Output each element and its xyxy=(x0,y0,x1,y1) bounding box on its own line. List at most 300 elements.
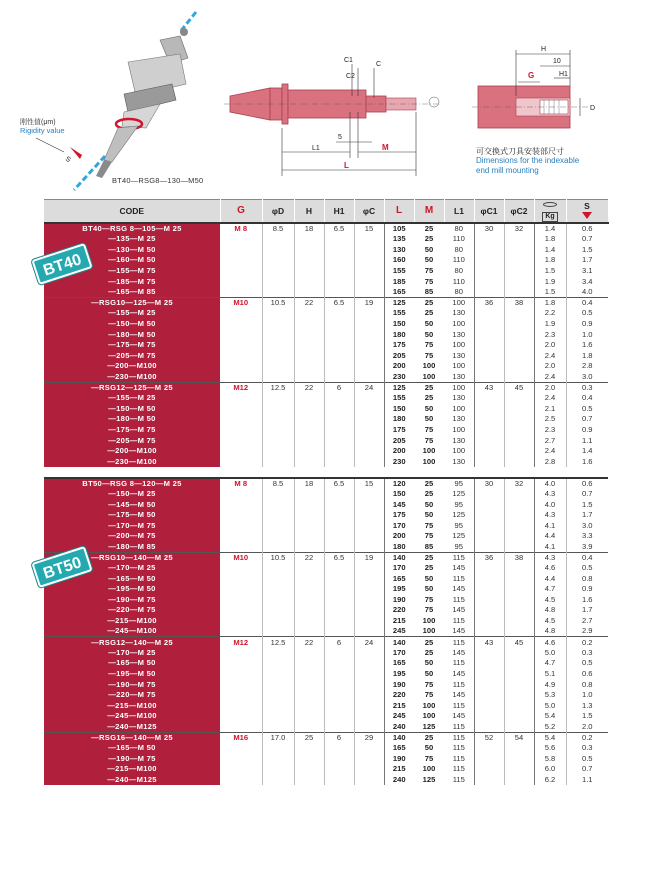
c-cell xyxy=(354,679,384,690)
dim-C2: C2 xyxy=(346,73,355,80)
l-cell: 165 xyxy=(384,287,414,298)
d-cell xyxy=(262,361,294,372)
c2-cell xyxy=(504,531,534,542)
c1-cell xyxy=(474,446,504,457)
h1-cell xyxy=(324,616,354,627)
h1-cell xyxy=(324,701,354,712)
c2-cell xyxy=(504,743,534,754)
d-cell xyxy=(262,563,294,574)
table-row xyxy=(44,626,608,637)
table-row xyxy=(44,329,608,340)
code-cell: —155—M 25 xyxy=(44,393,220,404)
table-row xyxy=(44,287,608,298)
kg-cell: 2.0 xyxy=(534,382,566,393)
h1-cell xyxy=(324,510,354,521)
d-cell xyxy=(262,372,294,383)
h-cell xyxy=(294,255,324,266)
s-cell: 0.4 xyxy=(566,393,608,404)
table-row xyxy=(44,743,608,754)
table-row xyxy=(44,223,608,234)
s-cell: 1.1 xyxy=(566,775,608,786)
c1-cell xyxy=(474,743,504,754)
d-cell: 17.0 xyxy=(262,732,294,743)
m-cell: 75 xyxy=(424,435,434,445)
kg-cell: 5.6 xyxy=(534,743,566,754)
l-cell: 150 xyxy=(384,319,414,330)
h-cell xyxy=(294,648,324,659)
h-cell xyxy=(294,276,324,287)
h-cell xyxy=(294,319,324,330)
c1-cell xyxy=(474,616,504,627)
l1-cell: 80 xyxy=(454,287,463,297)
dim-M: M xyxy=(382,143,389,152)
table-row xyxy=(44,584,608,595)
s-cell: 0.4 xyxy=(566,552,608,563)
l-cell: 120 xyxy=(384,478,414,489)
l1-cell: 100 xyxy=(452,424,466,434)
s-cell: 3.0 xyxy=(566,520,608,531)
table-row xyxy=(44,478,608,489)
s-cell: 0.5 xyxy=(566,308,608,319)
kg-cell: 4.8 xyxy=(534,626,566,637)
table-row xyxy=(44,690,608,701)
dimension-drawing-mount xyxy=(472,46,595,128)
g-cell xyxy=(220,754,262,765)
h-cell xyxy=(294,372,324,383)
l-cell: 230 xyxy=(384,456,414,467)
g-cell: M10 xyxy=(220,298,262,309)
s-cell: 1.1 xyxy=(566,435,608,446)
c-cell xyxy=(354,435,384,446)
d-cell xyxy=(262,722,294,733)
d-cell xyxy=(262,234,294,245)
dim-C: C xyxy=(376,61,382,68)
g-cell xyxy=(220,499,262,510)
l1-cell: 100 xyxy=(444,298,474,309)
c1-cell xyxy=(474,393,504,404)
c-cell xyxy=(354,393,384,404)
s-cell: 1.4 xyxy=(566,446,608,457)
m-cell: 85 xyxy=(424,541,434,551)
d-cell: 10.5 xyxy=(262,298,294,309)
l-cell: 145 xyxy=(384,499,414,510)
d-cell xyxy=(262,595,294,606)
kg-cell: 4.4 xyxy=(534,573,566,584)
h-cell xyxy=(294,414,324,425)
header-h: H xyxy=(294,200,324,224)
kg-cell: 2.1 xyxy=(534,404,566,415)
m-cell: 25 xyxy=(414,223,444,234)
l-cell: 215 xyxy=(384,616,414,627)
h1-cell xyxy=(324,764,354,775)
l1-cell: 130 xyxy=(452,371,466,381)
h1-cell xyxy=(324,690,354,701)
table-row xyxy=(44,266,608,277)
table-row xyxy=(44,340,608,351)
c1-cell xyxy=(474,605,504,616)
l1-cell: 80 xyxy=(454,266,463,276)
g-cell xyxy=(220,573,262,584)
c1-cell xyxy=(474,775,504,786)
table-row xyxy=(44,510,608,521)
c-cell: 15 xyxy=(354,223,384,234)
g-cell xyxy=(220,531,262,542)
table-row xyxy=(44,563,608,574)
table-row xyxy=(44,425,608,436)
table-header-row xyxy=(44,200,608,224)
m-cell: 100 xyxy=(422,456,436,466)
d-cell xyxy=(262,754,294,765)
c1-cell xyxy=(474,648,504,659)
c1-cell xyxy=(474,414,504,425)
code-cell: —150—M 50 xyxy=(44,319,220,330)
c2-cell xyxy=(504,499,534,510)
l-cell: 140 xyxy=(384,637,414,648)
kg-cell: 6.2 xyxy=(534,775,566,786)
c-cell xyxy=(354,658,384,669)
g-cell xyxy=(220,648,262,659)
l1-cell: 115 xyxy=(452,743,465,753)
l-cell: 105 xyxy=(384,223,414,234)
c-cell xyxy=(354,351,384,362)
l-cell: 200 xyxy=(384,446,414,457)
g-cell xyxy=(220,595,262,606)
kg-cell: 4.5 xyxy=(534,616,566,627)
c2-cell xyxy=(504,775,534,786)
s-cell: 0.9 xyxy=(566,425,608,436)
kg-cell: 4.0 xyxy=(534,499,566,510)
kg-cell: 1.5 xyxy=(534,266,566,277)
h1-cell xyxy=(324,361,354,372)
g-cell xyxy=(220,308,262,319)
g-cell xyxy=(220,245,262,256)
d-cell xyxy=(262,351,294,362)
h-cell xyxy=(294,669,324,680)
d-cell: 8.5 xyxy=(262,478,294,489)
l-cell: 185 xyxy=(384,276,414,287)
s-cell: 0.3 xyxy=(566,382,608,393)
kg-cell: 2.4 xyxy=(534,351,566,362)
h1-cell xyxy=(324,245,354,256)
table-row xyxy=(44,722,608,733)
c-cell xyxy=(354,711,384,722)
m-cell: 100 xyxy=(422,711,436,721)
code-cell: —145—M 50 xyxy=(44,499,220,510)
g-cell xyxy=(220,456,262,467)
code-cell: —RSG10—125—M 25 xyxy=(44,298,220,309)
c2-cell: 45 xyxy=(504,637,534,648)
g-cell xyxy=(220,743,262,754)
m-cell: 25 xyxy=(424,488,434,498)
d-cell xyxy=(262,711,294,722)
table-row xyxy=(44,245,608,256)
h1-cell xyxy=(324,584,354,595)
h-cell xyxy=(294,287,324,298)
l1-cell: 100 xyxy=(444,382,474,393)
c1-cell xyxy=(474,276,504,287)
c-cell xyxy=(354,573,384,584)
m-cell: 75 xyxy=(424,424,434,434)
m-cell: 125 xyxy=(422,774,436,784)
h1-cell xyxy=(324,234,354,245)
code-cell: —215—M100 xyxy=(44,616,220,627)
s-cell: 1.6 xyxy=(566,456,608,467)
c-cell xyxy=(354,446,384,457)
h1-cell xyxy=(324,266,354,277)
rigidity-label-cn: 刚性值(μm) xyxy=(20,119,56,126)
table-row xyxy=(44,616,608,627)
c1-cell xyxy=(474,308,504,319)
s-cell: 3.3 xyxy=(566,531,608,542)
l-cell: 215 xyxy=(384,701,414,712)
c2-cell xyxy=(504,308,534,319)
s-cell: 1.0 xyxy=(566,329,608,340)
l-cell: 175 xyxy=(384,340,414,351)
c-cell xyxy=(354,595,384,606)
table-row xyxy=(44,775,608,786)
kg-cell: 4.7 xyxy=(534,658,566,669)
c-cell xyxy=(354,690,384,701)
g-cell xyxy=(220,658,262,669)
kg-cell: 4.3 xyxy=(534,489,566,500)
s-cell: 0.5 xyxy=(566,563,608,574)
g-cell xyxy=(220,435,262,446)
l-cell: 205 xyxy=(384,351,414,362)
c2-cell: 32 xyxy=(504,223,534,234)
d-cell xyxy=(262,701,294,712)
table-body xyxy=(44,223,608,785)
m-cell: 25 xyxy=(414,478,444,489)
l-cell: 205 xyxy=(384,435,414,446)
m-cell: 75 xyxy=(424,605,434,615)
g-cell: M16 xyxy=(220,732,262,743)
code-cell: —170—M 25 xyxy=(44,648,220,659)
m-cell: 75 xyxy=(424,531,434,541)
c-cell: 29 xyxy=(354,732,384,743)
h-cell xyxy=(294,531,324,542)
c2-cell xyxy=(504,414,534,425)
g-cell xyxy=(220,679,262,690)
c-cell xyxy=(354,425,384,436)
code-cell: —200—M100 xyxy=(44,446,220,457)
l1-cell: 95 xyxy=(454,541,463,551)
s-cell: 1.5 xyxy=(566,245,608,256)
code-cell: BT40—RSG 8—105—M 25 xyxy=(44,223,220,234)
d-cell xyxy=(262,446,294,457)
g-cell xyxy=(220,775,262,786)
l1-cell: 145 xyxy=(452,605,466,615)
c2-cell xyxy=(504,595,534,606)
g-cell xyxy=(220,287,262,298)
c-cell: 15 xyxy=(354,478,384,489)
h1-cell xyxy=(324,372,354,383)
dim-H1: H1 xyxy=(559,71,568,78)
h-cell xyxy=(294,404,324,415)
l1-cell: 145 xyxy=(452,626,466,636)
h1-cell xyxy=(324,775,354,786)
kg-cell: 4.6 xyxy=(534,637,566,648)
c-cell: 24 xyxy=(354,637,384,648)
table-row xyxy=(44,404,608,415)
d-cell xyxy=(262,255,294,266)
l1-cell: 80 xyxy=(444,223,474,234)
code-cell: —245—M100 xyxy=(44,711,220,722)
l1-cell: 100 xyxy=(452,446,466,456)
m-cell: 50 xyxy=(424,584,434,594)
h1-cell xyxy=(324,404,354,415)
code-cell: —155—M 25 xyxy=(44,308,220,319)
h-cell xyxy=(294,722,324,733)
m-cell: 75 xyxy=(424,520,434,530)
d-cell xyxy=(262,584,294,595)
h-cell xyxy=(294,361,324,372)
c2-cell xyxy=(504,542,534,553)
header-l1: L1 xyxy=(444,200,474,224)
c2-cell xyxy=(504,255,534,266)
code-cell: —205—M 75 xyxy=(44,351,220,362)
m-cell: 50 xyxy=(424,510,434,520)
c2-cell xyxy=(504,276,534,287)
c-cell: 24 xyxy=(354,382,384,393)
s-cell: 1.6 xyxy=(566,340,608,351)
d-cell xyxy=(262,266,294,277)
l1-cell: 125 xyxy=(452,510,466,520)
c2-cell xyxy=(504,287,534,298)
s-cell: 1.7 xyxy=(566,255,608,266)
c-cell xyxy=(354,234,384,245)
s-cell: 1.6 xyxy=(566,595,608,606)
g-cell: M 8 xyxy=(220,223,262,234)
c2-cell xyxy=(504,361,534,372)
d-cell: 8.5 xyxy=(262,223,294,234)
table-row xyxy=(44,382,608,393)
g-cell xyxy=(220,266,262,277)
m-cell: 75 xyxy=(424,266,434,276)
c1-cell xyxy=(474,563,504,574)
kg-cell: 5.4 xyxy=(534,732,566,743)
code-cell: —205—M 75 xyxy=(44,435,220,446)
code-cell: —185—M 75 xyxy=(44,276,220,287)
code-cell: —175—M 75 xyxy=(44,340,220,351)
c-cell xyxy=(354,616,384,627)
table-row xyxy=(44,499,608,510)
code-cell: —215—M100 xyxy=(44,701,220,712)
c2-cell xyxy=(504,616,534,627)
c-cell xyxy=(354,743,384,754)
h-cell: 22 xyxy=(294,298,324,309)
c1-cell xyxy=(474,234,504,245)
d-cell xyxy=(262,648,294,659)
s-cell: 3.1 xyxy=(566,266,608,277)
h1-cell: 6.5 xyxy=(324,552,354,563)
c1-cell xyxy=(474,245,504,256)
dim-D: D xyxy=(590,105,596,112)
c2-cell xyxy=(504,319,534,330)
m-cell: 75 xyxy=(424,350,434,360)
table-row xyxy=(44,542,608,553)
d-cell xyxy=(262,605,294,616)
table-row xyxy=(44,308,608,319)
g-cell xyxy=(220,701,262,712)
s-cell: 3.9 xyxy=(566,542,608,553)
kg-cell: 4.3 xyxy=(534,552,566,563)
h1-cell xyxy=(324,435,354,446)
h-cell xyxy=(294,520,324,531)
kg-cell: 1.5 xyxy=(534,287,566,298)
g-cell: M10 xyxy=(220,552,262,563)
c2-cell xyxy=(504,584,534,595)
d-cell xyxy=(262,489,294,500)
l-cell: 190 xyxy=(384,754,414,765)
c1-cell xyxy=(474,658,504,669)
d-cell xyxy=(262,658,294,669)
kg-cell: 2.8 xyxy=(534,456,566,467)
code-cell: —165—M 50 xyxy=(44,743,220,754)
table-row xyxy=(44,732,608,743)
c1-cell xyxy=(474,329,504,340)
c-cell xyxy=(354,255,384,266)
d-cell xyxy=(262,276,294,287)
c1-cell xyxy=(474,669,504,680)
c2-cell xyxy=(504,520,534,531)
code-cell: —170—M 75 xyxy=(44,520,220,531)
c-cell xyxy=(354,489,384,500)
c-cell xyxy=(354,775,384,786)
rigidity-label-en: Rigidity value xyxy=(20,126,65,135)
m-cell: 100 xyxy=(422,764,436,774)
l-cell: 165 xyxy=(384,573,414,584)
h1-cell xyxy=(324,308,354,319)
dim-H: H xyxy=(541,46,547,53)
h1-cell xyxy=(324,319,354,330)
h-cell xyxy=(294,446,324,457)
m-cell: 75 xyxy=(424,276,434,286)
c1-cell: 52 xyxy=(474,732,504,743)
spec-table-wrap xyxy=(41,199,608,785)
h1-cell xyxy=(324,456,354,467)
kg-cell: 2.4 xyxy=(534,446,566,457)
l1-cell: 115 xyxy=(452,721,465,731)
code-cell: —180—M 50 xyxy=(44,329,220,340)
c1-cell xyxy=(474,319,504,330)
c2-cell xyxy=(504,340,534,351)
c-cell xyxy=(354,329,384,340)
c1-cell xyxy=(474,510,504,521)
c1-cell xyxy=(474,679,504,690)
l-cell: 240 xyxy=(384,775,414,786)
l-cell: 200 xyxy=(384,361,414,372)
kg-cell: 5.3 xyxy=(534,690,566,701)
table-row xyxy=(44,276,608,287)
l-cell: 220 xyxy=(384,605,414,616)
c1-cell xyxy=(474,456,504,467)
c-cell xyxy=(354,340,384,351)
code-cell: —155—M 75 xyxy=(44,266,220,277)
m-cell: 25 xyxy=(414,298,444,309)
table-row xyxy=(44,711,608,722)
c2-cell xyxy=(504,701,534,712)
c-cell xyxy=(354,510,384,521)
m-cell: 85 xyxy=(424,287,434,297)
g-cell xyxy=(220,340,262,351)
h-cell xyxy=(294,764,324,775)
g-cell xyxy=(220,563,262,574)
h-cell xyxy=(294,658,324,669)
s-cell: 3.0 xyxy=(566,372,608,383)
table-row xyxy=(44,754,608,765)
c-cell xyxy=(354,372,384,383)
l-cell: 180 xyxy=(384,329,414,340)
